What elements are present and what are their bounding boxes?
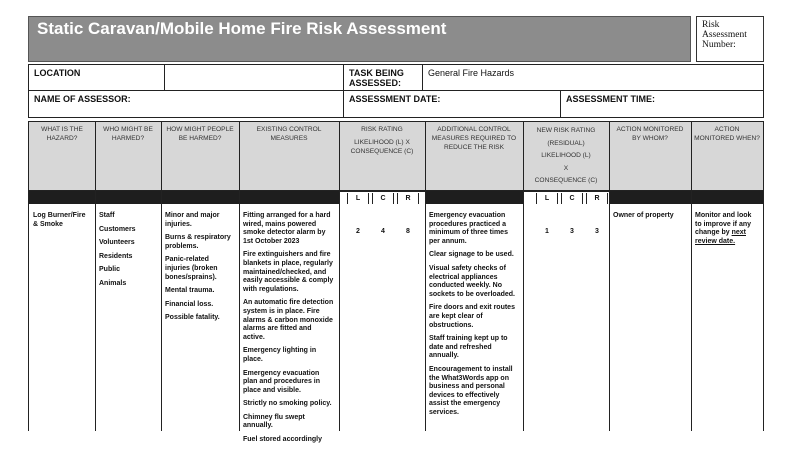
column-divider bbox=[691, 122, 692, 431]
risk-table bbox=[28, 121, 764, 444]
additional-item: Visual safety checks of electrical appliances conducted weekly. No sockets to be overloaded. bbox=[429, 264, 515, 298]
assessor-label: NAME OF ASSESSOR: bbox=[29, 91, 344, 117]
additional-item: Emergency evacuation procedures practiced a minimum of three times per annum. bbox=[429, 212, 508, 245]
column-divider bbox=[339, 122, 340, 431]
new-risk-c-value: 3 bbox=[570, 228, 574, 235]
assessment-date-label: ASSESSMENT DATE: bbox=[344, 91, 561, 117]
document-title: Static Caravan/Mobile Home Fire Risk Assessment bbox=[28, 16, 691, 62]
header-new-line2: (RESIDUAL) bbox=[547, 139, 585, 147]
how-item: Minor and major injuries. bbox=[165, 212, 220, 228]
header-risk-line1: RISK RATING bbox=[361, 126, 403, 133]
who-item: Public bbox=[99, 266, 121, 274]
header-additional: ADDITIONAL CONTROL MEASURES REQUIRED TO REDUCE THE RISK bbox=[431, 126, 517, 151]
header-monitored-by: ACTION MONITORED BY WHOM? bbox=[616, 126, 684, 142]
existing-item: Fitting arranged for a hard wired, mains powered smoke detector alarm by 1st October 2023 bbox=[243, 212, 331, 245]
new-risk-r-label: R bbox=[586, 193, 608, 204]
task-label bbox=[344, 65, 423, 90]
column-divider bbox=[609, 122, 610, 431]
existing-item: Emergency lighting in place. bbox=[243, 347, 317, 363]
new-risk-c-label: C bbox=[561, 193, 583, 204]
task-label-line2: ASSESSED: bbox=[349, 78, 402, 88]
who-item: Volunteers bbox=[99, 239, 135, 247]
how-item: Financial loss. bbox=[165, 300, 214, 308]
how-cell bbox=[161, 210, 239, 330]
risk-r-label: R bbox=[397, 193, 419, 204]
assessment-time-label: ASSESSMENT TIME: bbox=[566, 94, 656, 104]
existing-item: Fuel stored accordingly bbox=[243, 436, 322, 444]
monitored-when-text: Monitor and look to improve if any change by bbox=[695, 212, 752, 237]
risk-assessment-page bbox=[28, 16, 764, 444]
additional-item: Encouragement to install the What3Words app on business and personal devices to effectively assist the emergency services. bbox=[429, 365, 513, 416]
new-risk-l-value: 1 bbox=[545, 228, 549, 235]
new-risk-r-value: 3 bbox=[595, 228, 599, 235]
risk-c-value: 4 bbox=[381, 228, 385, 235]
column-divider bbox=[523, 122, 524, 431]
header-new-risk bbox=[523, 122, 609, 191]
existing-item: Chimney flu swept annually. bbox=[243, 413, 305, 430]
location-label: LOCATION bbox=[29, 65, 165, 90]
additional-item: Staff training kept up to date and refreshed annually. bbox=[429, 335, 508, 360]
how-item: Burns & respiratory problems. bbox=[165, 234, 231, 250]
task-label-line1: TASK BEING bbox=[349, 68, 404, 78]
header-risk-rating bbox=[339, 122, 425, 191]
header-risk-line2: LIKELIHOOD (L) X CONSEQUENCE (C) bbox=[350, 139, 414, 155]
ref-label-3: Number: bbox=[702, 40, 736, 50]
additional-item: Fire doors and exit routes are kept clear of obstructions. bbox=[429, 304, 515, 329]
monitored-when-cell bbox=[691, 210, 763, 248]
header-new-line1: NEW RISK RATING bbox=[536, 127, 596, 134]
location-field[interactable] bbox=[165, 65, 344, 90]
risk-r-value: 8 bbox=[406, 228, 410, 235]
ref-label-2: Assessment bbox=[702, 30, 747, 40]
ref-label-1: Risk bbox=[702, 20, 720, 30]
monitored-by-cell: Owner of property bbox=[613, 212, 674, 219]
risk-l-label: L bbox=[347, 193, 369, 204]
header-who: WHO MIGHT BE HARMED? bbox=[103, 126, 153, 142]
risk-l-value: 2 bbox=[356, 228, 360, 235]
hazard-cell: Log Burner/Fire & Smoke bbox=[33, 212, 86, 228]
who-item: Staff bbox=[99, 212, 115, 219]
who-item: Residents bbox=[99, 252, 133, 260]
header-new-line4: X bbox=[563, 164, 569, 172]
header-hazard: WHAT IS THE HAZARD? bbox=[41, 126, 83, 142]
existing-item: An automatic fire detection system is in place. Fire alarms & carbon monoxide alarms are fitted and active. bbox=[243, 299, 334, 341]
how-item: Possible fatality. bbox=[165, 314, 220, 322]
header-monitored-when: ACTION MONITORED WHEN? bbox=[694, 126, 760, 142]
header-new-line5: CONSEQUENCE (C) bbox=[534, 177, 598, 184]
risk-c-label: C bbox=[372, 193, 394, 204]
who-item: Animals bbox=[99, 279, 127, 287]
existing-measures-cell bbox=[239, 210, 339, 452]
assessment-info-grid bbox=[28, 64, 764, 118]
task-value[interactable]: General Fire Hazards bbox=[428, 68, 515, 78]
who-item: Customers bbox=[99, 225, 136, 233]
header-existing: EXISTING CONTROL MEASURES bbox=[256, 126, 322, 142]
header-new-line3: LIKELIHOOD (L) bbox=[541, 152, 591, 159]
how-item: Mental trauma. bbox=[165, 287, 215, 295]
additional-item: Clear signage to be used. bbox=[429, 251, 514, 259]
new-risk-l-label: L bbox=[536, 193, 558, 204]
additional-measures-cell bbox=[425, 210, 523, 424]
how-item: Panic-related injuries (broken bones/sprains). bbox=[165, 256, 218, 281]
existing-item: Fire extinguishers and fire blankets in place, regularly maintained/checked, and easily accessible & comply with regulations. bbox=[243, 251, 334, 293]
header-how: HOW MIGHT PEOPLE BE HARMED? bbox=[166, 126, 234, 142]
risk-assessment-number-box bbox=[696, 16, 764, 62]
who-cell bbox=[95, 210, 161, 296]
existing-item: Strictly no smoking policy. bbox=[243, 400, 332, 408]
next-review-date-text: next review date. bbox=[695, 229, 746, 245]
existing-item: Emergency evacuation plan and procedures in place and visible. bbox=[243, 369, 321, 394]
